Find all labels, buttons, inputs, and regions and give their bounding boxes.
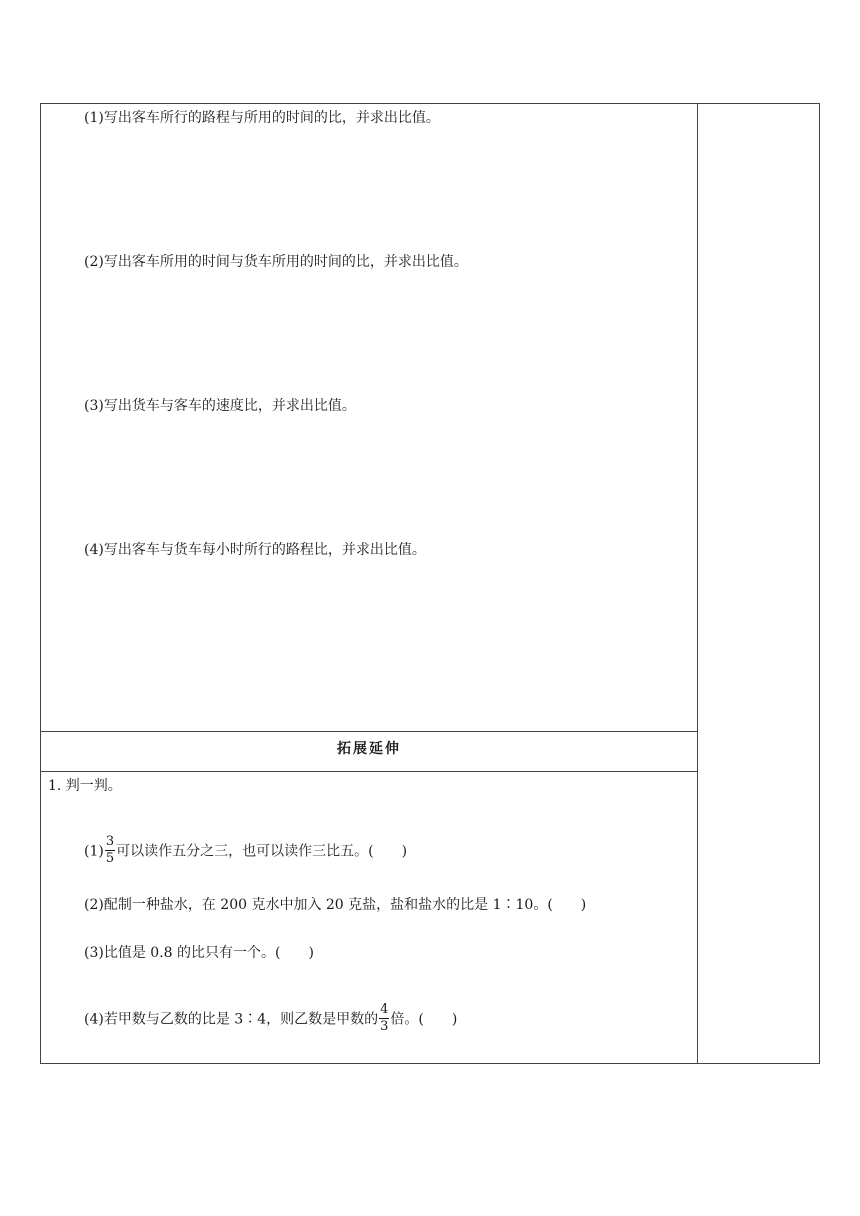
question-2: (2)写出客车所用的时间与货车所用的时间的比，并求出比值。: [84, 254, 468, 270]
fraction-three-fifths: [105, 834, 115, 867]
table-row-divider-top: [40, 731, 698, 732]
fraction-denominator: 5: [105, 851, 115, 866]
judge-item-4: [84, 1003, 457, 1036]
exercise-heading: 1. 判一判。: [48, 778, 122, 794]
fraction-numerator: 4: [380, 1002, 389, 1017]
section-title: 拓展延伸: [337, 741, 401, 757]
question-1: (1)写出客车所行的路程与所用的时间的比，并求出比值。: [84, 110, 440, 126]
fraction-four-thirds: [379, 1002, 389, 1035]
judge-item-4-suffix: 倍。( ): [390, 1011, 458, 1028]
judge-item-4-prefix: (4)若甲数与乙数的比是 3∶4，则乙数是甲数的: [84, 1011, 379, 1028]
table-column-divider: [697, 103, 698, 1064]
worksheet-table: [40, 103, 820, 1064]
judge-item-1-prefix: (1): [84, 843, 104, 860]
fraction-denominator: 3: [380, 1019, 389, 1034]
fraction-numerator: 3: [105, 834, 115, 849]
question-3: (3)写出货车与客车的速度比，并求出比值。: [84, 398, 356, 414]
table-row-divider-bottom: [40, 771, 698, 772]
judge-item-1: [84, 835, 407, 868]
judge-item-1-suffix: 可以读作五分之三，也可以读作三比五。( ): [116, 843, 408, 860]
question-4: (4)写出客车与货车每小时所行的路程比，并求出比值。: [84, 542, 426, 558]
judge-item-2: (2)配制一种盐水，在 200 克水中加入 20 克盐，盐和盐水的比是 1∶10。( ): [84, 897, 587, 913]
judge-item-3: (3)比值是 0.8 的比只有一个。( ): [84, 945, 314, 961]
